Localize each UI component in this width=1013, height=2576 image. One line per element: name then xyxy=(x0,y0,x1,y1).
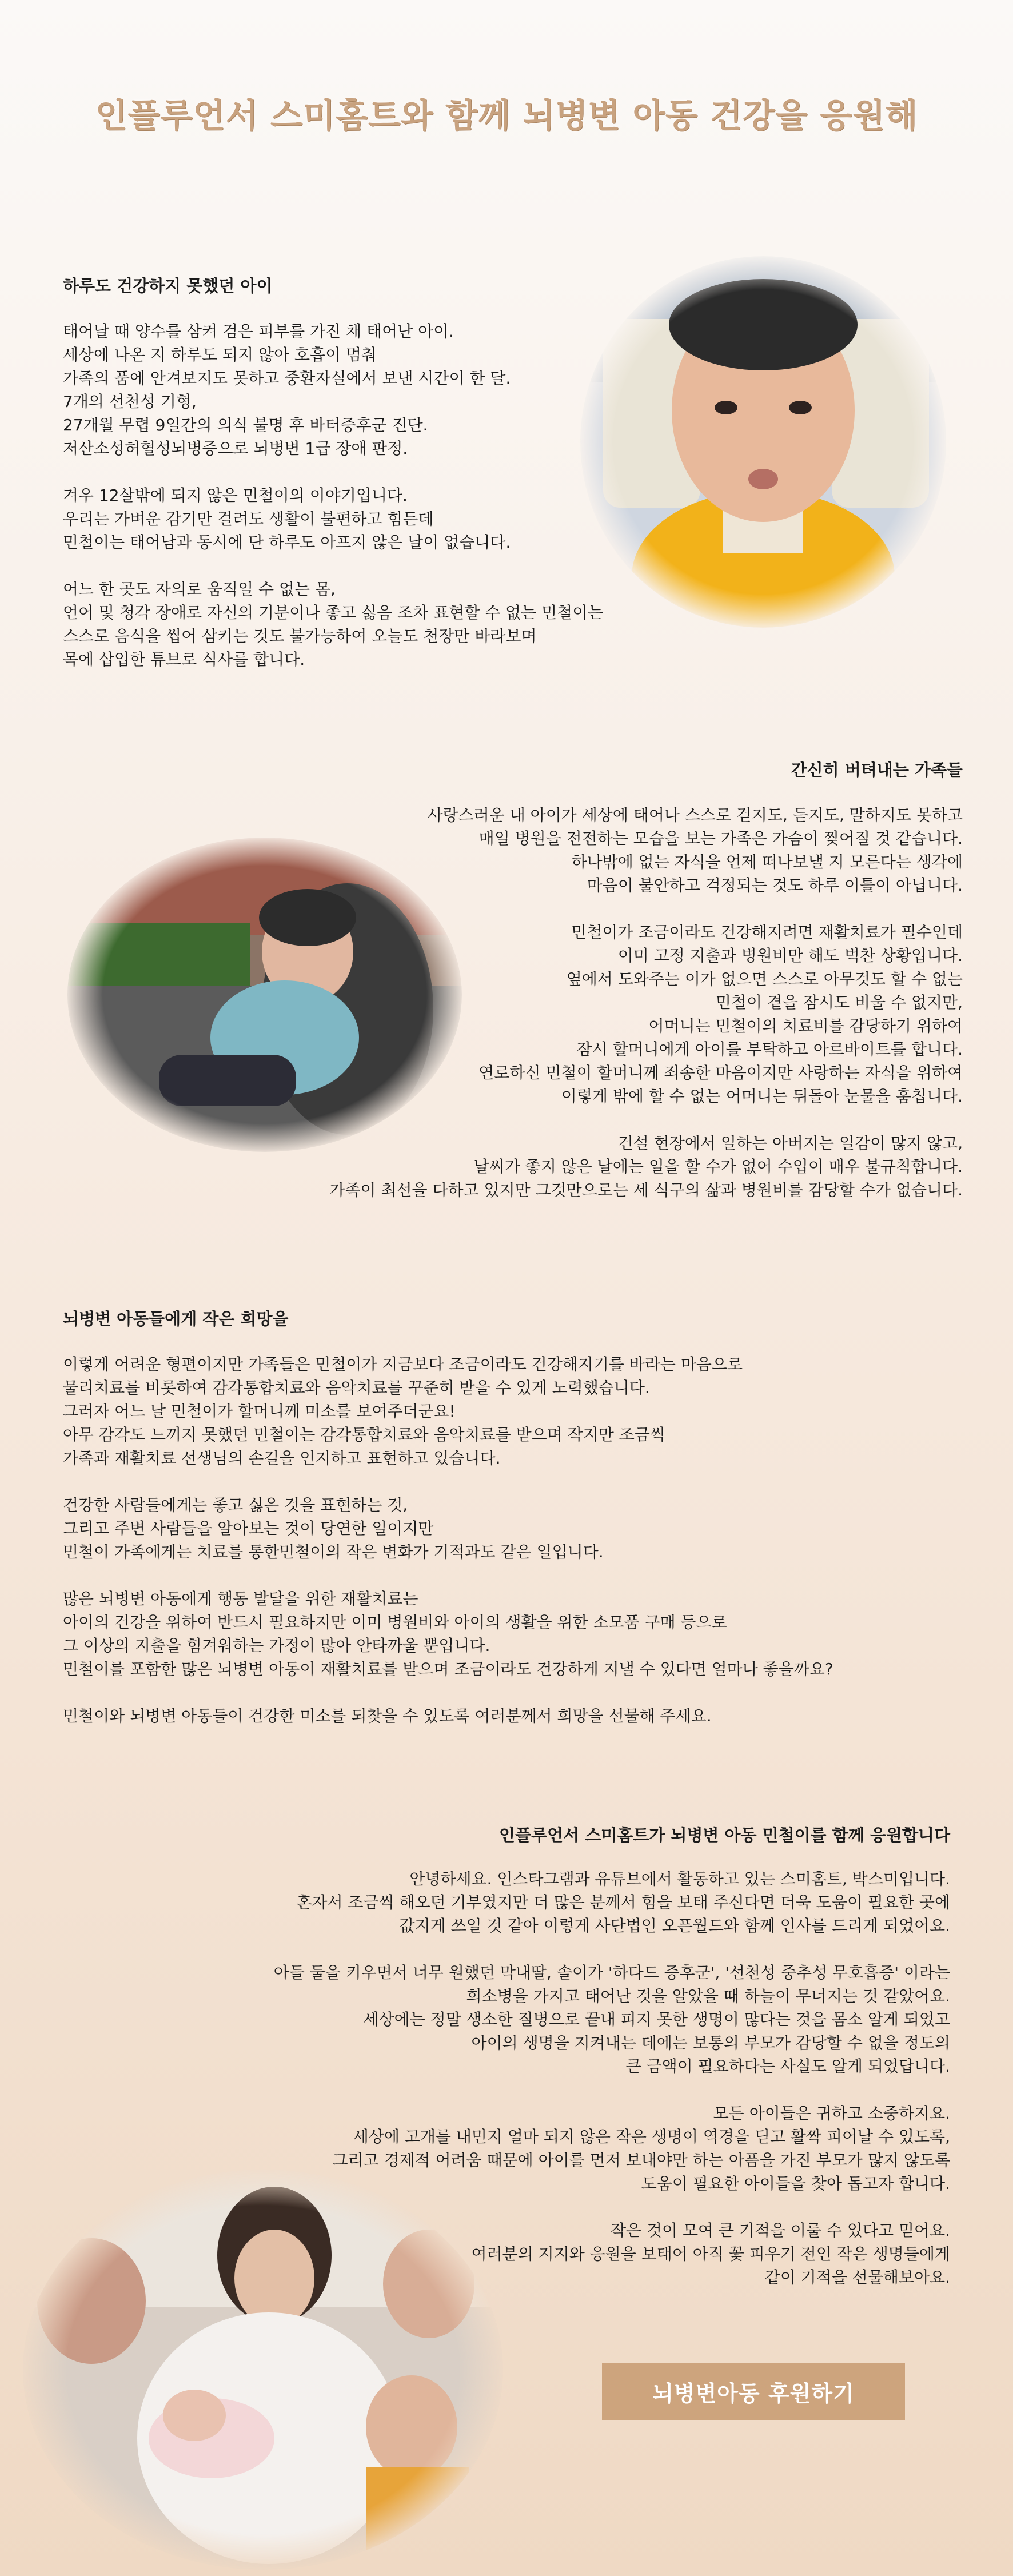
body-line: 세상에는 정말 생소한 질병으로 끝내 피지 못한 생명이 많다는 것을 몸소 알게 되었고 xyxy=(363,2010,950,2029)
body-line xyxy=(329,1108,963,1131)
body-line: 겨우 12살밖에 되지 않은 민철이의 이야기입니다. xyxy=(63,486,408,505)
section3-heading: 뇌병변 아동들에게 작은 희망을 xyxy=(63,1309,289,1329)
body-line: 큰 금액이 필요하다는 사실도 알게 되었답니다. xyxy=(625,2057,950,2076)
body-line: 스스로 음식을 씹어 삼키는 것도 불가능하여 오늘도 천장만 바라보며 xyxy=(63,627,537,645)
body-line: 가족이 최선을 다하고 있지만 그것만으로는 세 식구의 삶과 병원비를 감당할 수가 없습니다. xyxy=(329,1181,963,1199)
body-line xyxy=(63,1681,833,1704)
body-line xyxy=(63,554,603,577)
body-line: 그러자 어느 날 민철이가 할머니께 미소를 보여주더군요! xyxy=(63,1402,456,1421)
body-line: 이렇게 어려운 형편이지만 가족들은 민철이가 지금보다 조금이라도 건강해지기를 바라는 마음으로 xyxy=(63,1355,743,1374)
body-line: 민철이를 포함한 많은 뇌병변 아동이 재활치료를 받으며 조금이라도 건강하게 지낼 수 있다면 얼마나 좋을까요? xyxy=(63,1660,833,1678)
body-line: 사랑스러운 내 아이가 세상에 태어나 스스로 걷지도, 듣지도, 말하지도 못하고 xyxy=(427,806,963,824)
body-line: 가족과 재활치료 선생님의 손길을 인지하고 표현하고 있습니다. xyxy=(63,1449,501,1468)
body-line: 민철이와 뇌병변 아동들이 건강한 미소를 되찾을 수 있도록 여러분께서 희망을 선물해 주세요. xyxy=(63,1706,712,1725)
body-line: 태어날 때 양수를 삼켜 검은 피부를 가진 채 태어난 아이. xyxy=(63,322,454,341)
body-line: 혼자서 조금씩 해오던 기부였지만 더 많은 분께서 힘을 보태 주신다면 더욱 도움이 필요한 곳에 xyxy=(296,1893,950,1912)
body-line: 목에 삽입한 튜브로 식사를 합니다. xyxy=(63,650,305,669)
body-line: 건설 현장에서 일하는 아버지는 일감이 많지 않고, xyxy=(617,1134,963,1153)
section2-heading: 간신히 버텨내는 가족들 xyxy=(791,760,963,780)
body-line: 27개월 무렵 9일간의 의식 불명 후 바터증후군 진단. xyxy=(63,416,428,434)
body-line: 민철이 가족에게는 치료를 통한민철이의 작은 변화가 기적과도 같은 일입니다. xyxy=(63,1542,604,1561)
family-illustration xyxy=(23,2170,503,2570)
body-line: 어느 한 곳도 자의로 움직일 수 없는 몸, xyxy=(63,580,336,599)
body-line: 세상에 나온 지 하루도 되지 않아 호흡이 멈춰 xyxy=(63,345,377,364)
body-line: 연로하신 민철이 할머니께 죄송한 마음이지만 사랑하는 자식을 위하여 xyxy=(478,1063,963,1082)
stroller-illustration xyxy=(67,838,462,1152)
body-line: 가족의 품에 안겨보지도 못하고 중환자실에서 보낸 시간이 한 달. xyxy=(63,369,511,388)
photo-child-sleeping-in-stroller xyxy=(67,838,462,1152)
body-line: 잠시 할머니에게 아이를 부탁하고 아르바이트를 합니다. xyxy=(576,1040,963,1059)
body-line: 안녕하세요. 인스타그램과 유튜브에서 활동하고 있는 스미홈트, 박스미입니다. xyxy=(409,1869,950,1888)
body-line: 같이 기적을 선물해보아요. xyxy=(764,2268,950,2287)
child-portrait-illustration xyxy=(580,256,946,628)
body-line: 어머니는 민철이의 치료비를 감당하기 위하여 xyxy=(648,1016,963,1035)
body-line: 민철이 곁을 잠시도 비울 수 없지만, xyxy=(715,993,963,1012)
photo-child-in-wheelchair xyxy=(580,256,946,628)
page-title: 인플루언서 스미홈트와 함께 뇌병변 아동 건강을 응원해 xyxy=(95,96,918,135)
body-line: 값지게 쓰일 것 같아 이렇게 사단법인 오픈월드와 함께 인사를 드리게 되었어요. xyxy=(399,1916,950,1935)
body-line: 그리고 주변 사람들을 알아보는 것이 당연한 일이지만 xyxy=(63,1519,434,1538)
body-line: 마음이 불안하고 걱정되는 것도 하루 이틀이 아닙니다. xyxy=(587,876,963,895)
body-line: 이렇게 밖에 할 수 없는 어머니는 뒤돌아 눈물을 훔칩니다. xyxy=(561,1087,963,1106)
section1-body xyxy=(63,320,603,671)
body-line xyxy=(63,1470,833,1493)
body-line: 언어 및 청각 장애로 자신의 기분이나 좋고 싫음 조차 표현할 수 없는 민철이는 xyxy=(63,603,604,622)
body-line xyxy=(63,460,603,484)
section3-body xyxy=(63,1353,833,1728)
body-line: 건강한 사람들에게는 좋고 싫은 것을 표현하는 것, xyxy=(63,1496,408,1514)
body-line: 도움이 필요한 아이들을 찾아 돕고자 합니다. xyxy=(641,2174,950,2193)
body-line: 아들 둘을 키우면서 너무 원했던 막내딸, 솔이가 '하다드 증후군', '선천성 중추성 무호흡증' 이라는 xyxy=(273,1963,950,1982)
section4-heading: 인플루언서 스미홈트가 뇌병변 아동 민철이를 함께 응원합니다 xyxy=(499,1825,950,1845)
body-line: 우리는 가벼운 감기만 걸려도 생활이 불편하고 힘든데 xyxy=(63,509,434,528)
body-line: 옆에서 도와주는 이가 없으면 스스로 아무것도 할 수 없는 xyxy=(566,970,963,988)
body-line: 물리치료를 비롯하여 감각통합치료와 음악치료를 꾸준히 받을 수 있게 노력했습니다. xyxy=(63,1378,650,1397)
body-line: 그 이상의 지출을 힘겨워하는 가정이 많아 안타까울 뿐입니다. xyxy=(63,1636,490,1655)
body-line: 그리고 경제적 어려움 때문에 아이를 먼저 보내야만 하는 아픔을 가진 부모가 많지 않도록 xyxy=(332,2151,950,2170)
body-line: 많은 뇌병변 아동에게 행동 발달을 위한 재활치료는 xyxy=(63,1589,418,1608)
body-line: 세상에 고개를 내민지 얼마 되지 않은 작은 생명이 역경을 딛고 활짝 피어날 수 있도록, xyxy=(353,2127,950,2146)
body-line: 아이의 생명을 지켜내는 데에는 보통의 부모가 감당할 수 없을 정도의 xyxy=(471,2033,950,2052)
body-line: 민철이가 조금이라도 건강해지려면 재활치료가 필수인데 xyxy=(571,923,963,942)
body-line: 날씨가 좋지 않은 날에는 일을 할 수가 없어 수입이 매우 불규칙합니다. xyxy=(473,1157,963,1176)
body-line: 작은 것이 모여 큰 기적을 이룰 수 있다고 믿어요. xyxy=(610,2221,950,2240)
body-line: 모든 아이들은 귀하고 소중하지요. xyxy=(713,2104,950,2123)
body-line: 이미 고정 지출과 병원비만 해도 벅찬 상황입니다. xyxy=(617,946,963,965)
body-line: 희소병을 가지고 태어난 것을 알았을 때 하늘이 무너지는 것 같았어요. xyxy=(466,1987,950,2005)
donate-button[interactable]: 뇌병변아동 후원하기 xyxy=(602,2363,905,2420)
body-line: 민철이는 태어남과 동시에 단 하루도 아프지 않은 날이 없습니다. xyxy=(63,533,511,552)
body-line: 저산소성허혈성뇌병증으로 뇌병변 1급 장애 판정. xyxy=(63,439,408,458)
body-line: 아이의 건강을 위하여 반드시 필요하지만 이미 병원비와 아이의 생활을 위한 소모품 구매 등으로 xyxy=(63,1613,727,1632)
body-line: 하나밖에 없는 자식을 언제 떠나보낼 지 모른다는 생각에 xyxy=(571,852,963,871)
body-line xyxy=(274,1937,950,1961)
body-line xyxy=(274,2078,950,2102)
body-line xyxy=(63,1564,833,1587)
section1-heading: 하루도 건강하지 못했던 아이 xyxy=(63,276,273,296)
body-line: 7개의 선천성 기형, xyxy=(63,392,197,411)
body-line: 아무 감각도 느끼지 못했던 민철이는 감각통합치료와 음악치료를 받으며 작지만 조금씩 xyxy=(63,1425,665,1444)
body-line: 여러분의 지지와 응원을 보태어 아직 꽃 피우기 전인 작은 생명들에게 xyxy=(471,2244,950,2263)
photo-family-with-baby xyxy=(23,2170,503,2570)
body-line: 매일 병원을 전전하는 모습을 보는 가족은 가슴이 찢어질 것 같습니다. xyxy=(478,829,963,848)
